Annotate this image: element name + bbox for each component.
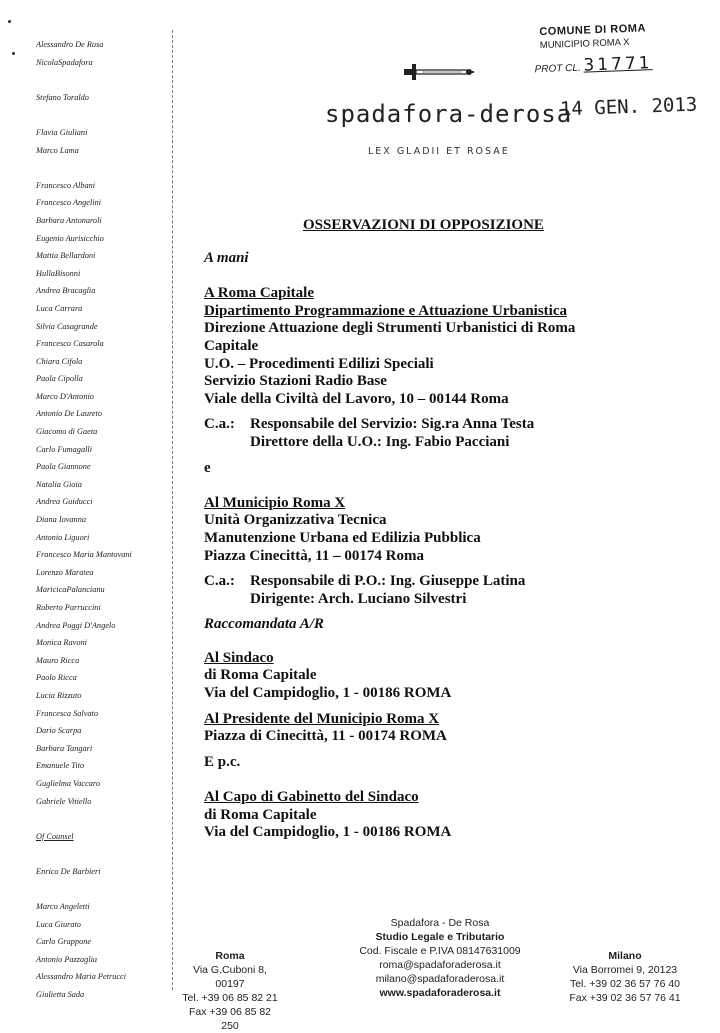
footer-firm-name: Spadafora - De Rosa	[390, 917, 490, 929]
sidebar-name: Mauro Ricca	[36, 655, 80, 665]
sidebar-name: Chiara Cifola	[36, 356, 83, 366]
footer-line: Tel. +39 02 36 57 76 40	[569, 978, 681, 990]
footer-roma-office	[180, 949, 280, 1033]
sidebar-name: Luca Giurato	[36, 919, 81, 929]
ca-block-2	[204, 573, 704, 608]
address-line: Capitale	[204, 337, 259, 354]
sidebar-name: Francesco Maria Mantovani	[36, 550, 132, 560]
sidebar-name: Andrea Poggi D'Angelo	[36, 620, 116, 630]
footer-line: Tel. +39 06 85 82 21	[182, 992, 278, 1004]
sidebar-name: Dario Scarpa	[36, 726, 82, 736]
sidebar-name: Paolo Ricca	[36, 673, 77, 683]
sidebar-name: Enrico De Barbieri	[36, 866, 101, 876]
scan-speck	[12, 52, 15, 55]
protocol-stamp	[519, 21, 681, 78]
sidebar-name: Lucia Rizzuto	[36, 690, 82, 700]
stamp-prot-label: PROT CL.	[534, 62, 581, 76]
sidebar-name: Marco Lama	[36, 145, 79, 155]
address-line: Direzione Attuazione degli Strumenti Urbanistici di Roma	[204, 320, 576, 337]
sidebar-name: Lorenzo Maratea	[36, 567, 94, 577]
sword-logo-icon	[402, 62, 476, 82]
address-line: Manutenzione Urbana ed Edilizia Pubblica	[204, 529, 481, 546]
footer-line: roma@spadaforaderosa.it	[379, 959, 501, 971]
sidebar-name: Carlo Fumagalli	[36, 444, 93, 454]
sidebar-name: Mattia Bellardoni	[36, 251, 96, 261]
sidebar-name: Andrea Guiducci	[36, 497, 93, 507]
footer-website: www.spadaforaderosa.it	[379, 987, 501, 999]
sidebar-name: Roberto Parruccini	[36, 603, 101, 612]
recipient-roma-capitale: A Roma Capitale	[204, 285, 314, 302]
sidebar-name: Barbara Tangari	[36, 743, 93, 753]
sidebar-name: Silvia Casagrande	[36, 321, 98, 331]
sidebar-name: Marco Angeletti	[36, 902, 90, 912]
sidebar-name: Guglielma Vaccaro	[36, 778, 100, 788]
sidebar-name: Giacomo di Gaeta	[36, 427, 98, 437]
sidebar-divider	[172, 30, 173, 990]
sidebar-name: Stefano Toraldo	[36, 92, 89, 102]
of-counsel-heading: Of Counsel	[36, 831, 74, 841]
sidebar-name: Natalia Gioia	[36, 479, 82, 489]
sidebar-name: Giulietta Sada	[36, 990, 85, 1000]
sidebar-name: Andrea Bracaglia	[36, 286, 96, 296]
address-line: di Roma Capitale	[204, 806, 317, 823]
document-title: OSSERVAZIONI DI OPPOSIZIONE	[303, 217, 544, 233]
stamp-line-1: COMUNE DI ROMA	[539, 22, 647, 39]
sidebar-name: Antonio Liguori	[36, 532, 90, 542]
letter-body	[204, 250, 704, 842]
sidebar-name: Gabriele Vitiello	[36, 796, 92, 806]
recipient-capo-gabinetto: Al Capo di Gabinetto del Sindaco	[204, 789, 419, 806]
sidebar-name: Diana Iovanna	[36, 515, 87, 525]
address-line: Via del Campidoglio, 1 - 00186 ROMA	[204, 685, 452, 702]
ca-label: C.a.:	[204, 573, 235, 590]
sidebar-name: Paola Cipolla	[36, 374, 83, 384]
sidebar-name: MaricicaPalancianu	[36, 585, 105, 595]
address-line: Piazza Cinecittà, 11 – 00174 Roma	[204, 547, 424, 564]
ca-block-1	[204, 416, 704, 451]
sidebar-name: Francesco Casarola	[36, 339, 104, 349]
recipient-dipartimento: Dipartimento Programmazione e Attuazione Urbanistica	[204, 302, 567, 319]
sidebar-name: HullaBisonni	[36, 268, 81, 278]
recipient-municipio: Al Municipio Roma X	[204, 494, 346, 511]
ca-line: Direttore della U.O.: Ing. Fabio Pacciani	[250, 433, 510, 450]
address-line: Viale della Civiltà del Lavoro, 10 – 00144 Roma	[204, 390, 509, 407]
stamp-prot-number: 31771	[583, 53, 653, 76]
address-line: Via del Campidoglio, 1 - 00186 ROMA	[204, 824, 452, 841]
sidebar-name: Alessandro De Rosa	[36, 40, 104, 49]
address-line: U.O. – Procedimenti Edilizi Speciali	[204, 355, 434, 372]
footer-firm-info	[320, 916, 560, 1000]
stamp-line-2: MUNICIPIO ROMA X	[539, 36, 630, 52]
recipient-sindaco: Al Sindaco	[204, 649, 274, 666]
footer-line: Fax +39 02 36 57 76 41	[569, 992, 681, 1004]
sidebar-name: Barbara Antonaroli	[36, 215, 102, 225]
footer-line: milano@spadaforaderosa.it	[375, 973, 505, 985]
footer-line: Via G.Cuboni 8, 00197	[193, 964, 267, 990]
sidebar-name: Marco D'Antonio	[36, 391, 94, 401]
sidebar-name: NicolaSpadafora	[36, 57, 93, 67]
footer-firm-sub: Studio Legale e Tributario	[375, 931, 505, 943]
ca-line: Dirigente: Arch. Luciano Silvestri	[250, 590, 467, 607]
footer-city-milano: Milano	[608, 950, 642, 962]
footer-line: Fax +39 06 85 82 250	[188, 1006, 272, 1032]
footer-line: Cod. Fiscale e P.IVA 08147631009	[359, 945, 521, 957]
ca-line: Responsabile di P.O.: Ing. Giuseppe Latina	[250, 573, 526, 590]
sidebar-name: Alessandro Maria Petrucci	[36, 972, 127, 982]
stamp-date: 14 GEN. 2013	[559, 93, 698, 121]
sidebar-name: Emanuele Tito	[36, 761, 85, 771]
sidebar-name: Flavia Giuliani	[36, 127, 88, 137]
firm-motto: LEX GLADII ET ROSAE	[368, 146, 510, 157]
recipient-presidente: Al Presidente del Municipio Roma X	[204, 710, 440, 727]
per-conoscenza: E p.c.	[204, 753, 241, 770]
sidebar-name: Luca Carrara	[36, 303, 83, 313]
sidebar-name: Carlo Grappone	[36, 937, 92, 947]
conjunction-e: e	[204, 459, 211, 476]
footer-city-roma: Roma	[215, 950, 245, 962]
ca-label: C.a.:	[204, 416, 235, 433]
sidebar-name: Paola Giannone	[36, 462, 91, 472]
firm-logo-text: spadafora-derosa	[325, 100, 573, 128]
address-line: Piazza di Cinecittà, 11 - 00174 ROMA	[204, 728, 447, 745]
sidebar-name: Monica Ravoni	[36, 638, 87, 648]
sidebar-name: Francesca Salvato	[36, 708, 98, 718]
scan-speck	[8, 20, 11, 23]
sidebar-name: Francesco Angelini	[36, 198, 102, 208]
delivery-raccomandata: Raccomandata A/R	[204, 616, 324, 633]
sidebar-name: Antonio Pazzaglia	[36, 954, 98, 964]
sidebar-name: Antonio De Laureto	[36, 409, 103, 419]
ca-line: Responsabile del Servizio: Sig.ra Anna Testa	[250, 416, 535, 433]
sidebar-name: Francesco Albani	[36, 180, 96, 190]
partners-sidebar	[36, 36, 171, 1004]
delivery-a-mani: A mani	[204, 250, 249, 266]
address-line: Unità Organizzativa Tecnica	[204, 512, 387, 529]
sidebar-name: Eugenio Aurisicchio	[36, 233, 104, 243]
address-line: di Roma Capitale	[204, 667, 317, 684]
footer-line: Via Borromei 9, 20123	[572, 964, 678, 976]
footer-milano-office	[545, 949, 705, 1005]
address-line: Servizio Stazioni Radio Base	[204, 373, 387, 390]
